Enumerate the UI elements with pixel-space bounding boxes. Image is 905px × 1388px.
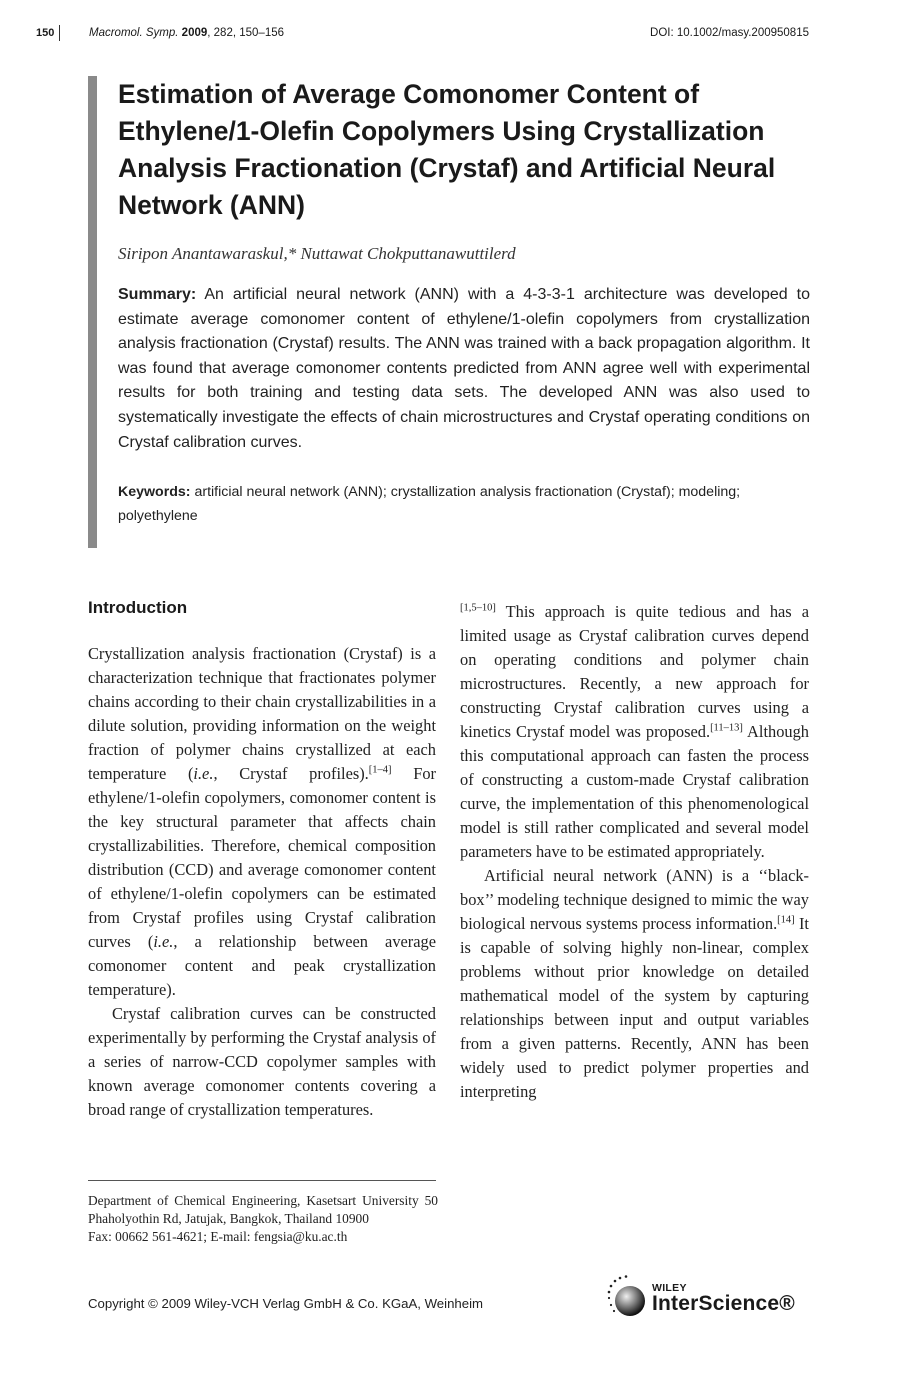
left-column — [88, 598, 436, 1122]
intro-p1-text-b: , Crystaf profiles). — [213, 764, 369, 783]
intro-p2-text-b: This approach is quite tedious and has a limited usage as Crystaf calibration curves depend on operating conditions and polymer chain microstructures. Recently, a new approach for constructing Crystaf calibration curves using a kinetics Crystaf model was proposed. — [460, 602, 809, 741]
citation-ref: [11–13] — [710, 722, 743, 734]
article-title: Estimation of Average Comonomer Content of Ethylene/1-Olefin Copolymers Using Crystallization Analysis Fractionation (Crystaf) and Artificial Neural Network (ANN) — [118, 79, 776, 220]
doi: DOI: 10.1002/masy.200950815 — [650, 27, 809, 39]
citation-ref: [14] — [777, 914, 795, 926]
intro-paragraph-2-continued — [460, 600, 809, 864]
intro-paragraph-1 — [88, 642, 436, 1002]
intro-p3-text-b: It is capable of solving highly non-linear, complex problems without prior knowledge on detailed mathematical model of the system by capturing relationships between input and output variables from a given patterns. Recently, ANN has been widely used to predict polymer properties and interpreting — [460, 914, 809, 1101]
keywords-paragraph — [118, 481, 810, 528]
running-header — [36, 25, 809, 45]
summary-label: Summary: — [118, 286, 197, 303]
journal-citation — [89, 27, 284, 39]
intro-paragraph-2-start — [88, 1002, 436, 1122]
page-number-divider — [59, 25, 60, 41]
footnote-rule — [88, 1180, 436, 1181]
page-number: 150 — [36, 27, 55, 39]
intro-paragraph-3 — [460, 864, 809, 1104]
intro-p2-text-a: Crystaf calibration curves can be constructed experimentally by performing the Crystaf analysis of a series of narrow-CCD copolymer samples with known average comonomer contents covering a broad range of crystallization temperatures. — [88, 1004, 436, 1119]
globe-icon — [605, 1274, 651, 1320]
summary-text: An artificial neural network (ANN) with a 4-3-3-1 architecture was developed to estimate average comonomer content of ethylene/1-olefin copolymers from crystallization analysis fractionation (Crystaf) results. The ANN was trained with a back propagation algorithm. It was found that average comonomer contents predicted from ANN agree well with experimental results for both training and testing data sets. The developed ANN was also used to systematically investigate the effects of chain microstructures and Crystaf operating conditions on Crystaf calibration curves. — [118, 286, 810, 451]
citation-ref: [1–4] — [368, 764, 392, 776]
keywords-text: artificial neural network (ANN); crystallization analysis fractionation (Crystaf); modeling; polyethylene — [118, 484, 741, 524]
abstract-side-bar — [88, 76, 97, 548]
footnote-affiliation: Department of Chemical Engineering, Kasetsart University 50 Phaholyothin Rd, Jatujak, Bangkok, Thailand 10900 — [88, 1193, 438, 1226]
intro-p2-text-c: Although this computational approach can fasten the process of constructing a custom-made Crystaf calibration curve, the implementation of this phenomenological model is still rather complicated and several model parameters have to be estimated appropriately. — [460, 722, 809, 861]
citation-ref: [1,5–10] — [460, 602, 496, 614]
logo-wiley-text: WILEY — [652, 1282, 687, 1294]
footnote — [88, 1192, 438, 1246]
journal-name: Macromol. Symp. — [89, 27, 179, 39]
keywords-label: Keywords: — [118, 484, 191, 501]
intro-p3-text-a: Artificial neural network (ANN) is a ‘‘black-box’’ modeling technique designed to mimic the way biological nervous systems process information. — [460, 866, 809, 933]
journal-volume-pages: , 282, 150–156 — [207, 27, 285, 39]
footnote-contact: Fax: 00662 561-4621; E-mail: fengsia@ku.ac.th — [88, 1229, 348, 1244]
right-column — [460, 600, 809, 1104]
intro-p1-text-d: , a relationship between average comonomer content and peak crystallization temperature). — [88, 932, 436, 999]
journal-year: 2009 — [181, 27, 208, 39]
summary-paragraph — [118, 283, 810, 455]
copyright-notice: Copyright © 2009 Wiley-VCH Verlag GmbH & Co. KGaA, Weinheim — [88, 1296, 483, 1311]
intro-p1-text-a: Crystallization analysis fractionation (Crystaf) is a characterization technique that fractionates polymer chains according to their chain crystallizabilities in a dilute solution, providing information on the weight fraction of polymer chains crystallized at each temperature ( — [88, 644, 436, 783]
intro-p1-ie-2: i.e. — [153, 932, 174, 951]
wiley-interscience-logo — [605, 1274, 815, 1320]
article-authors: Siripon Anantawaraskul,* Nuttawat Chokputtanawuttilerd — [118, 244, 516, 263]
section-heading-introduction: Introduction — [88, 598, 188, 617]
logo-interscience-text: InterScience® — [652, 1292, 795, 1315]
abstract-block — [88, 76, 810, 528]
abstract-content — [118, 76, 810, 528]
intro-p1-text-c: For ethylene/1-olefin copolymers, comonomer content is the key structural parameter that affects chain crystallizabilities. Therefore, chemical composition distribution (CCD) and average comonomer content of ethylene/1-olefin copolymers can be estimated from Crystaf profiles using Crystaf calibration curves ( — [88, 764, 436, 951]
intro-p1-ie-1: i.e. — [193, 764, 214, 783]
